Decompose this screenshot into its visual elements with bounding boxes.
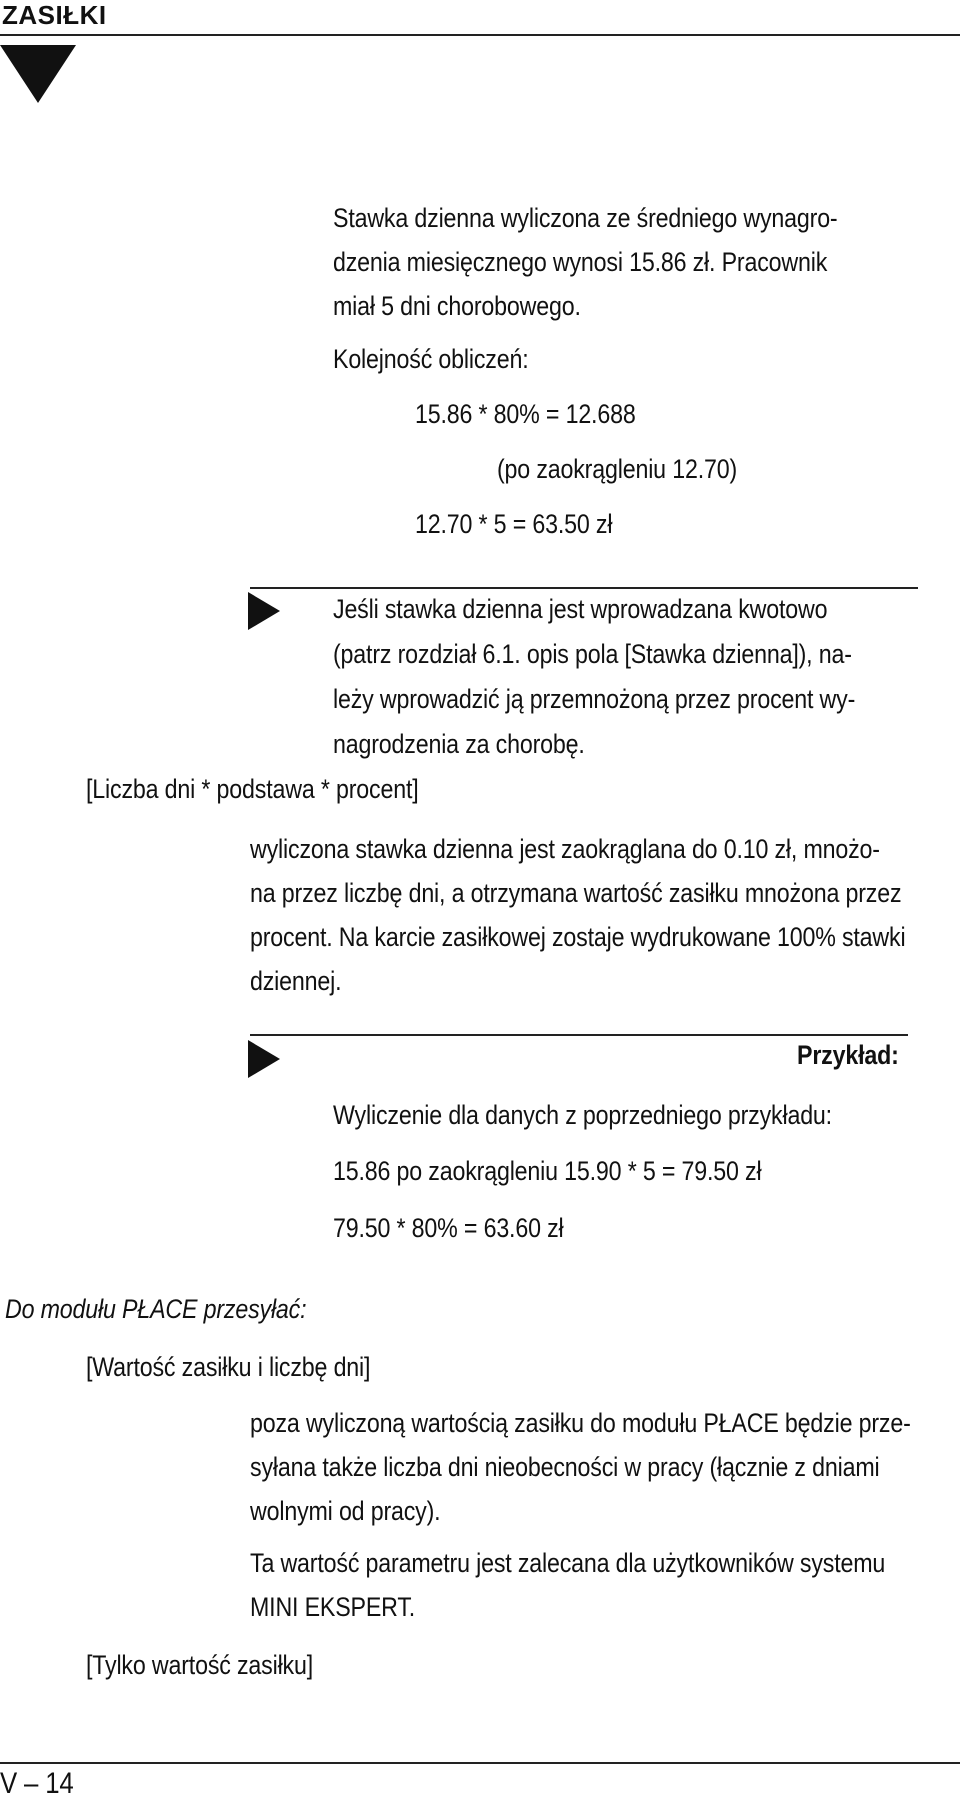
option-label-value-only: [Tylko wartość zasiłku] bbox=[86, 1650, 314, 1680]
header-rule bbox=[0, 34, 960, 36]
calculation-step-1-note: (po zaokrągleniu 12.70) bbox=[497, 454, 738, 484]
section-marker-triangle-icon bbox=[0, 45, 76, 103]
note-line-2: (patrz rozdział 6.1. opis pola [Stawka dzienna]), na- bbox=[333, 639, 852, 669]
option1-desc-line-4: dziennej. bbox=[250, 966, 342, 996]
intro-line-1: Stawka dzienna wyliczona ze średniego wynagro- bbox=[333, 203, 838, 233]
example-intro: Wyliczenie dla danych z poprzedniego przykładu: bbox=[333, 1100, 832, 1130]
intro-line-2: dzenia miesięcznego wynosi 15.86 zł. Pracownik bbox=[333, 247, 828, 277]
note-line-4: nagrodzenia za chorobę. bbox=[333, 729, 585, 759]
module-section-label: Do modułu PŁACE przesyłać: bbox=[5, 1294, 307, 1324]
note-arrow-icon bbox=[248, 592, 280, 630]
calculation-step-2: 12.70 * 5 = 63.50 zł bbox=[415, 509, 613, 539]
page-number: V – 14 bbox=[0, 1767, 74, 1800]
option1-desc-line-1: wyliczona stawka dzienna jest zaokrąglana do 0.10 zł, mnożo- bbox=[250, 834, 880, 864]
option-a-desc-line-3: wolnymi od pracy). bbox=[250, 1496, 441, 1526]
option-label-value-and-days: [Wartość zasiłku i liczbę dni] bbox=[86, 1352, 371, 1382]
calculation-step-1: 15.86 * 80% = 12.688 bbox=[415, 399, 636, 429]
option-label-days-base-percent: [Liczba dni * podstawa * procent] bbox=[86, 774, 419, 804]
section-title: ZASIŁKI bbox=[2, 0, 107, 30]
option1-desc-line-3: procent. Na karcie zasiłkowej zostaje wydrukowane 100% stawki bbox=[250, 922, 906, 952]
example-calc-2: 79.50 * 80% = 63.60 zł bbox=[333, 1213, 564, 1243]
option1-desc-line-2: na przez liczbę dni, a otrzymana wartość zasiłku mnożona przez bbox=[250, 878, 902, 908]
option-a-desc-line-1: poza wyliczoną wartością zasiłku do modułu PŁACE będzie prze- bbox=[250, 1408, 911, 1438]
note-line-1: Jeśli stawka dzienna jest wprowadzana kwotowo bbox=[333, 594, 828, 624]
recommendation-line-1: Ta wartość parametru jest zalecana dla użytkowników systemu bbox=[250, 1548, 886, 1578]
example-arrow-icon bbox=[248, 1040, 280, 1078]
recommendation-line-2: MINI EKSPERT. bbox=[250, 1592, 416, 1622]
intro-line-3: miał 5 dni chorobowego. bbox=[333, 291, 581, 321]
calculation-order-label: Kolejność obliczeń: bbox=[333, 344, 529, 374]
note-line-3: leży wprowadzić ją przemnożoną przez procent wy- bbox=[333, 684, 856, 714]
option-a-desc-line-2: syłana także liczba dni nieobecności w pracy (łącznie z dniami bbox=[250, 1452, 880, 1482]
example-heading: Przykład: bbox=[797, 1040, 899, 1070]
footer-rule bbox=[0, 1762, 960, 1764]
example-calc-1: 15.86 po zaokrągleniu 15.90 * 5 = 79.50 zł bbox=[333, 1156, 762, 1186]
